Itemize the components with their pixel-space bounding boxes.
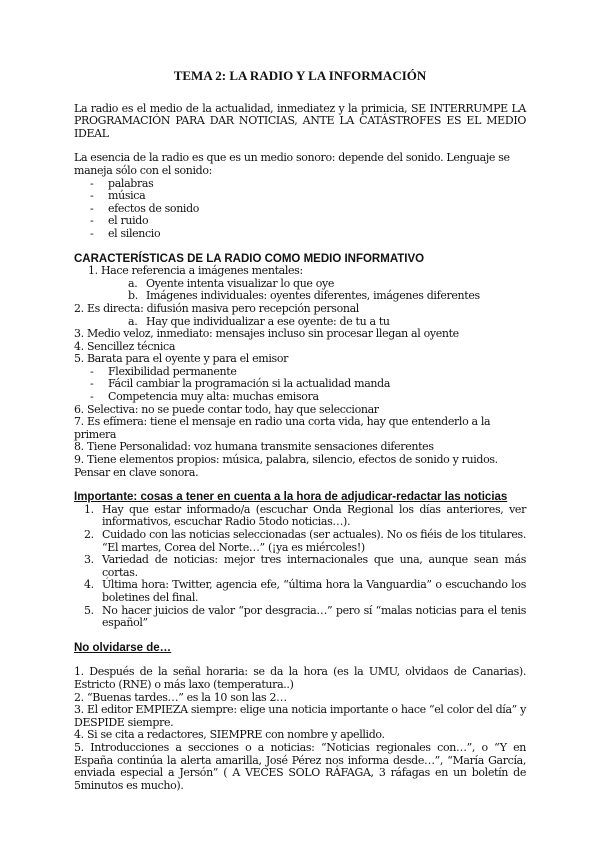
list-item: 1. Después de la señal horaria: se da la hora (es la UMU, olvidaos de Canarias). Estricto (RNE) o más laxo (temperatura..) bbox=[74, 665, 526, 691]
list-item: - efectos de sonido bbox=[74, 203, 526, 216]
important-list bbox=[74, 504, 526, 630]
list-item: 7. Es efímera: tiene el mensaje en radio una corta vida, hay que entenderlo a la primera bbox=[74, 415, 491, 441]
list-item: 2. “Buenas tardes…” es la 10 son las 2… bbox=[74, 690, 287, 704]
list-item: 3. Variedad de noticias: mejor tres internacionales que una, aunque sean más cortas. bbox=[84, 553, 526, 579]
list-item: - el silencio bbox=[74, 228, 526, 241]
list-item: - Fácil cambiar la programación si la actualidad manda bbox=[74, 378, 526, 391]
intro-paragraph-2: La esencia de la radio es que es un medio sonoro: depende del sonido. Lenguaje se maneja sólo con el sonido: bbox=[74, 151, 510, 177]
list-item: 9. Tiene elementos propios: música, palabra, silencio, efectos de sonido y ruidos. Pensar en clave sonora. bbox=[74, 453, 498, 479]
page-title: TEMA 2: LA RADIO Y LA INFORMACIÓN bbox=[173, 68, 427, 83]
intro-paragraph-1: La radio es el medio de la actualidad, inmediatez y la primicia, SE INTERRUMPE LA PROGRAMACIÓN PARA DAR NOTICIAS, ANTE LA CATÁSTROFES ES EL MEDIO IDEAL bbox=[74, 101, 526, 140]
list-item: 1. Hay que estar informado/a (escuchar Onda Regional los días anteriores, ver informativos, escuchar Radio 5todo noticias…). bbox=[84, 502, 526, 529]
sub-list bbox=[74, 366, 526, 404]
list-item: 4. Última hora: Twitter, agencia efe, “última hora la Vanguardia” o escuchando los boletines del final. bbox=[84, 578, 526, 604]
list-item: - música bbox=[74, 190, 526, 203]
section-heading-remember: No olvidarse de… bbox=[74, 641, 172, 654]
section-heading-characteristics: CARACTERÍSTICAS DE LA RADIO COMO MEDIO INFORMATIVO bbox=[74, 252, 425, 265]
list-item: 4. Si se cita a redactores, SIEMPRE con nombre y apellido. bbox=[74, 728, 385, 742]
characteristics-list bbox=[74, 265, 526, 479]
list-item: 8. Tiene Personalidad: voz humana transmite sensaciones diferentes bbox=[74, 440, 434, 454]
list-item: 3. Medio veloz, inmediato: mensajes incluso sin procesar llegan al oyente bbox=[74, 327, 459, 341]
list-item: 3. El editor EMPIEZA siempre: elige una noticia importante o hace “el color del día” y DESPIDE siempre. bbox=[74, 703, 526, 729]
sound-list bbox=[74, 178, 526, 241]
list-item: 2. Cuidado con las noticias seleccionadas (ser actuales). No os fiéis de los titulares. “El martes, Corea del Norte…” (¡ya es miércoles!) bbox=[84, 528, 526, 554]
list-item: 1. Hace referencia a imágenes mentales: bbox=[88, 264, 303, 278]
list-item: 2. Es directa: difusión masiva pero recepción personal bbox=[74, 301, 359, 315]
list-item: - Competencia muy alta: muchas emisora bbox=[74, 391, 526, 404]
document-page bbox=[74, 70, 526, 792]
sub-item: a. Oyente intenta visualizar lo que oye bbox=[128, 276, 335, 290]
list-item: 4. Sencillez técnica bbox=[74, 339, 176, 353]
list-item: 5. Introducciones a secciones o a noticias: “Noticias regionales con…”, o “Y en España continúa la alerta amarilla, José Pérez nos informa desde…”, “María García, enviada especial a Jersón” ( A VECES SOLO RÁFAGA, 3 ráfagas en un boletín de 5minutos es mucho). bbox=[74, 740, 526, 792]
list-item: - el ruido bbox=[74, 215, 526, 228]
list-item: 5. No hacer juicios de valor “por desgracia…” pero sí “malas noticias para el tenis español” bbox=[84, 603, 526, 630]
list-item: - Flexibilidad permanente bbox=[74, 366, 526, 379]
sub-item: a. Hay que individualizar a ese oyente: de tu a tu bbox=[128, 314, 390, 328]
section-heading-important: Importante: cosas a tener en cuenta a la hora de adjudicar-redactar las noticias bbox=[74, 491, 508, 504]
list-item: 5. Barata para el oyente y para el emisor bbox=[74, 352, 289, 366]
sub-item: b. Imágenes individuales: oyentes diferentes, imágenes diferentes bbox=[128, 289, 480, 303]
remember-list bbox=[74, 666, 526, 792]
list-item: - palabras bbox=[74, 178, 526, 191]
list-item: 6. Selectiva: no se puede contar todo, hay que seleccionar bbox=[74, 402, 379, 416]
